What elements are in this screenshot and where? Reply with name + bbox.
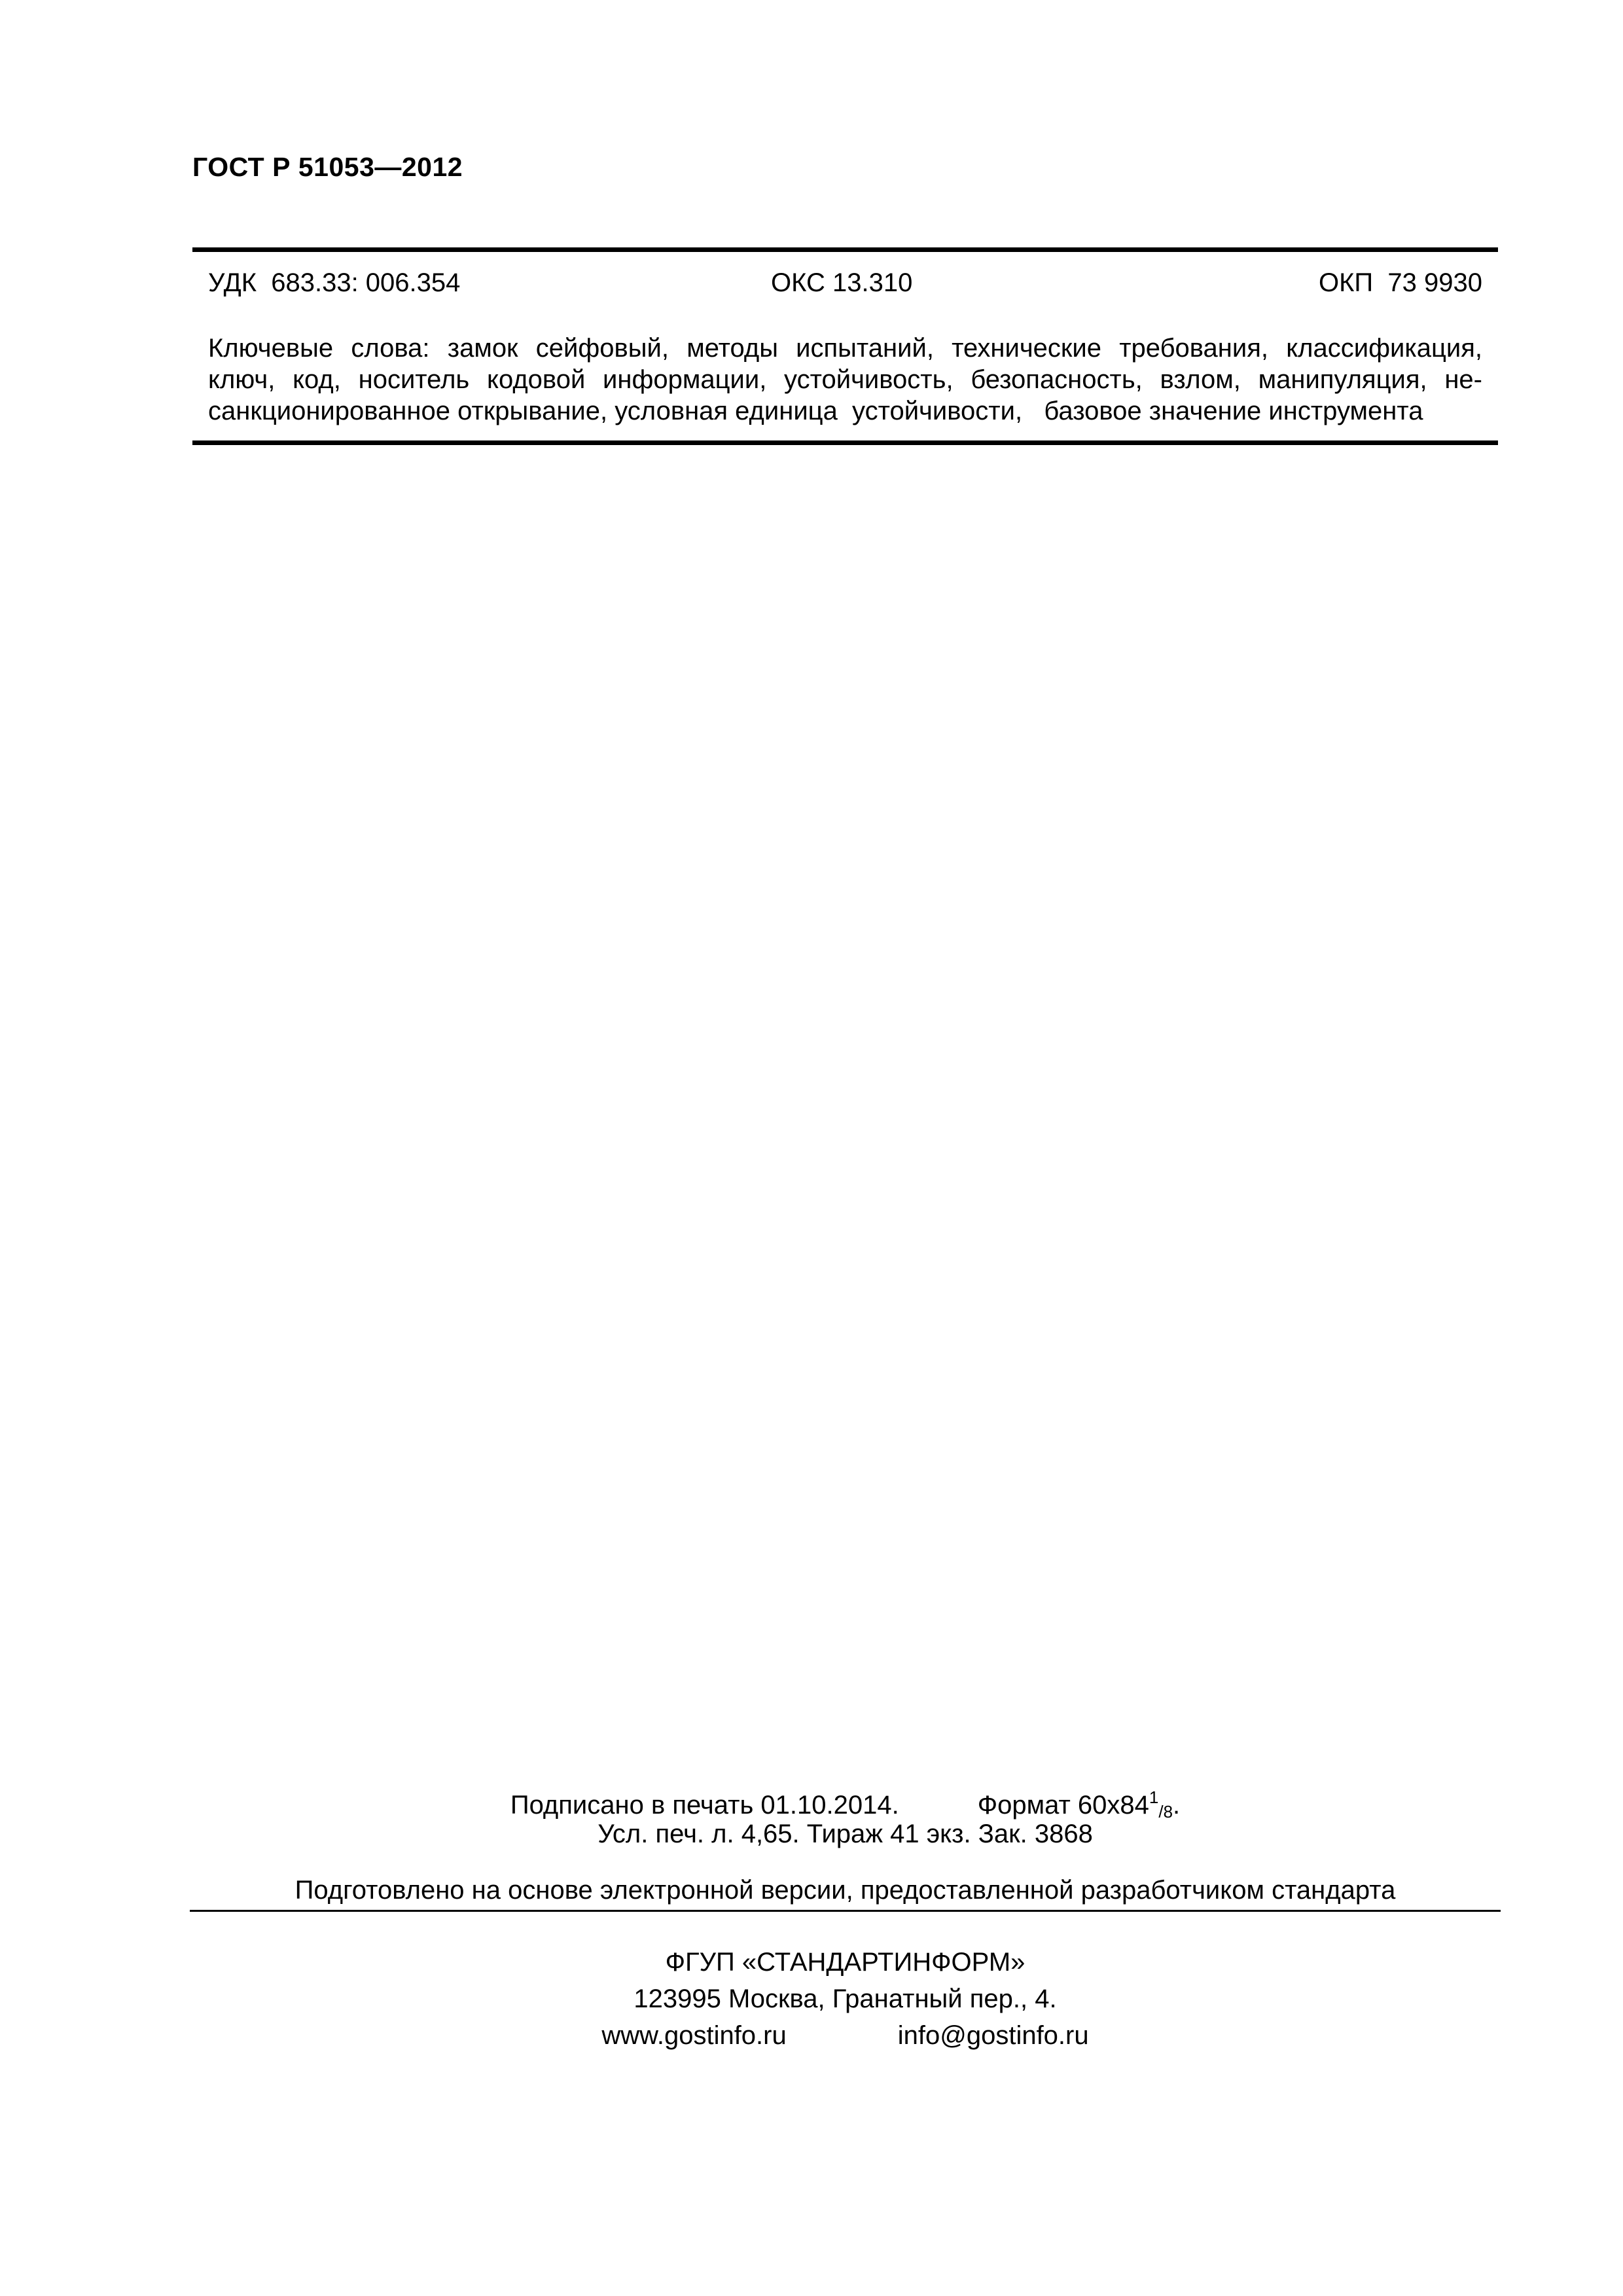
bottom-thick-rule: [192, 440, 1498, 445]
okp-code: ОКП 73 9930: [1319, 268, 1482, 297]
format-end: .: [1173, 1791, 1181, 1820]
publisher-contacts: [192, 2017, 1498, 2054]
keywords-line: Ключевые слова: замок сейфовый, методы испытаний, технические требования, классификация,: [208, 334, 1482, 363]
publisher-address: 123995 Москва, Гранатный пер., 4.: [633, 1984, 1057, 2013]
signed-date: Подписано в печать 01.10.2014.: [510, 1791, 899, 1820]
thin-rule: [190, 1910, 1501, 1912]
publisher-name: ФГУП «СТАНДАРТИНФОРМ»: [665, 1948, 1026, 1977]
prepared-note: Подготовлено на основе электронной версии, предоставленной разработчиком стандарта: [294, 1876, 1396, 1905]
keywords-line: санкционированное открывание, условная единица устойчивости, базовое значение инструмента: [208, 397, 1423, 425]
keywords-block: [208, 332, 1482, 427]
format-label: Формат 60x84: [977, 1791, 1149, 1820]
format-superscript: 1: [1149, 1787, 1159, 1807]
top-thick-rule: [192, 247, 1498, 252]
oks-code: ОКС 13.310: [771, 268, 913, 297]
keywords-line: ключ, код, носитель кодовой информации, устойчивость, безопасность, взлом, манипуляция, не-: [208, 365, 1482, 394]
document-id: ГОСТ Р 51053—2012: [192, 152, 463, 182]
publisher-email: info@gostinfo.ru: [897, 2021, 1089, 2050]
imprint-line-print-info: Усл. печ. л. 4,65. Тираж 41 экз. Зак. 3868: [597, 1820, 1093, 1848]
classification-codes: [208, 268, 1482, 302]
format-subscript: /8: [1158, 1802, 1173, 1821]
udk-code: УДК 683.33: 006.354: [208, 268, 461, 297]
publisher-website: www.gostinfo.ru: [601, 2021, 787, 2050]
